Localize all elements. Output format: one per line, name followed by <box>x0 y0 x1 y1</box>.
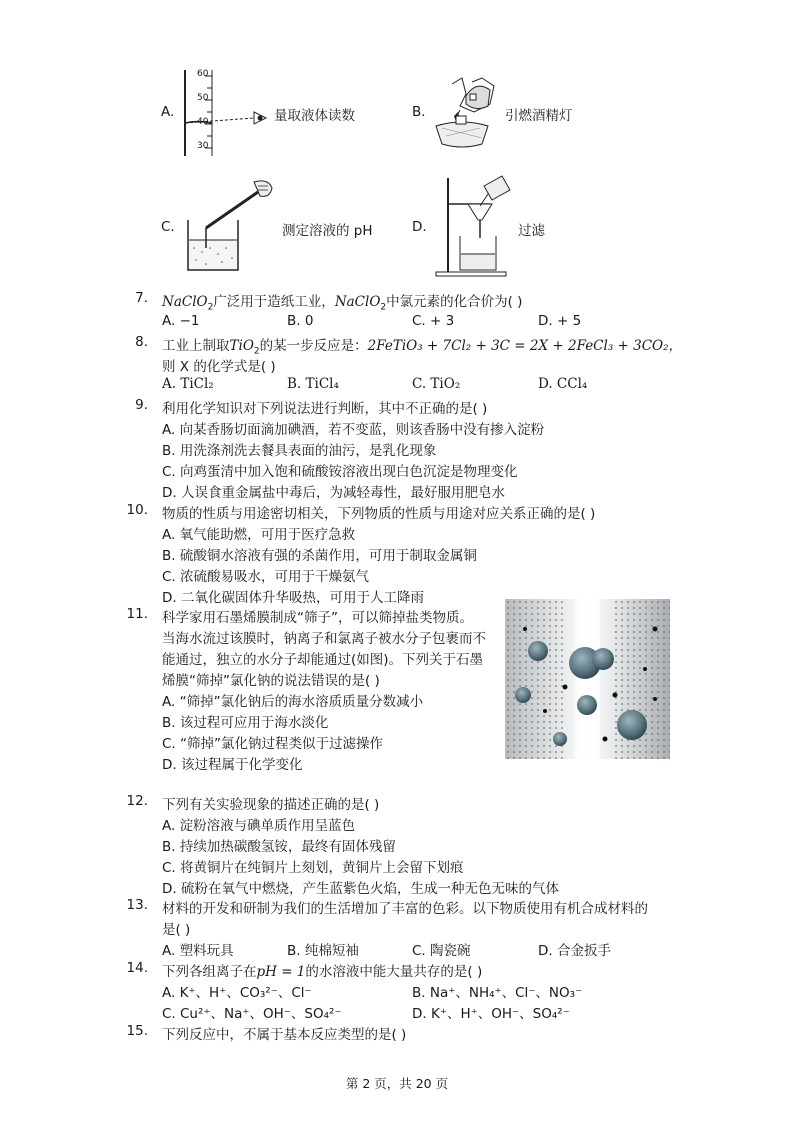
figure-b-caption: 引燃酒精灯 <box>505 108 573 124</box>
q11-option-a[interactable]: A. “筛掉”氯化钠后的海水溶质质量分数减小 <box>162 694 424 710</box>
figure-b-alcohol-lamps <box>432 72 502 150</box>
q7-option-a[interactable]: A. −1 <box>162 313 200 329</box>
q7-formula-1: NaClO <box>162 294 208 310</box>
figure-d-filtration-setup <box>432 174 516 278</box>
q9-option-c[interactable]: C. 向鸡蛋清中加入饱和硫酸铵溶液出现白色沉淀是物理变化 <box>162 464 518 480</box>
q15-stem: 下列反应中，不属于基本反应类型的是( ) <box>162 1027 407 1043</box>
figure-c-letter: C. <box>161 219 175 235</box>
q9-option-a[interactable]: A. 向某香肠切面滴加碘酒，若不变蓝，则该香肠中没有掺入淀粉 <box>162 422 545 438</box>
q11-option-c[interactable]: C. “筛掉”氯化钠过程类似于过滤操作 <box>162 736 383 752</box>
figure-a-tick-50: 50 <box>197 93 209 103</box>
q8-text-1: 工业上制取 <box>162 338 230 354</box>
q8-formula-1: TiO <box>229 338 254 354</box>
q11-stem-line-2: 当海水流过该膜时，钠离子和氯离子被水分子包裹而不 <box>162 631 486 647</box>
q9-option-d[interactable]: D. 人误食重金属盐中毒后，为减轻毒性，最好服用肥皂水 <box>162 485 505 501</box>
q11-stem-line-1: 科学家用石墨烯膜制成“筛子”，可以筛掉盐类物质。 <box>162 610 473 626</box>
q10-option-a[interactable]: A. 氧气能助燃，可用于医疗急救 <box>162 527 356 543</box>
q13-option-b[interactable]: B. 纯棉短袖 <box>287 943 359 959</box>
q12-option-a[interactable]: A. 淀粉溶液与碘单质作用呈蓝色 <box>162 818 356 834</box>
q8-number: 8. <box>135 334 148 350</box>
q14-option-b[interactable]: B. Na⁺、NH₄⁺、Cl⁻、NO₃⁻ <box>412 985 583 1001</box>
q8-option-b[interactable]: B. TiCl₄ <box>287 376 339 392</box>
q9-option-b[interactable]: B. 用洗涤剂洗去餐具表面的油污，是乳化现象 <box>162 443 437 459</box>
q7-formula-2: NaClO <box>334 294 381 310</box>
q13-option-c[interactable]: C. 陶瓷碗 <box>412 943 471 959</box>
q7-stem <box>162 290 523 313</box>
figure-a-letter: A. <box>161 104 175 120</box>
q8-stem <box>162 334 683 357</box>
q13-number: 13. <box>126 897 148 913</box>
figure-a-cylinder <box>180 68 275 158</box>
q7-sub-1: 2 <box>207 302 214 313</box>
q13-option-a[interactable]: A. 塑料玩具 <box>162 943 234 959</box>
figure-a-tick-40: 40 <box>197 117 209 127</box>
q13-stem-line-2: 是( ) <box>162 922 191 938</box>
q8-option-a[interactable]: A. TiCl₂ <box>162 376 214 392</box>
page-footer: 第 2 页，共 20 页 <box>345 1076 449 1091</box>
q8-equation: 2FeTiO₃ + 7Cl₂ + 3C = 2X + 2FeCl₃ + 3CO₂， <box>367 338 683 354</box>
q14-stem <box>162 960 482 980</box>
q8-option-d[interactable]: D. CCl₄ <box>538 376 588 392</box>
q13-option-d[interactable]: D. 合金扳手 <box>538 943 611 959</box>
q11-option-b[interactable]: B. 该过程可应用于海水淡化 <box>162 715 329 731</box>
q12-number: 12. <box>126 793 148 809</box>
figure-b-letter: B. <box>412 104 426 120</box>
q8-text-2: 的某一步反应是： <box>259 338 368 354</box>
q15-number: 15. <box>126 1023 148 1039</box>
q7-option-c[interactable]: C. + 3 <box>412 313 455 329</box>
q7-number: 7. <box>135 290 148 306</box>
figure-a-tick-30: 30 <box>197 141 209 151</box>
figure-c-caption: 测定溶液的 pH <box>282 223 373 239</box>
q10-option-c[interactable]: C. 浓硫酸易吸水，可用于干燥氨气 <box>162 569 370 585</box>
q7-text-2: 中氯元素的化合价为( ) <box>386 294 523 310</box>
q12-option-d[interactable]: D. 硫粉在氧气中燃烧，产生蓝紫色火焰，生成一种无色无味的气体 <box>162 881 559 897</box>
q10-number: 10. <box>126 502 148 518</box>
figure-c-beaker-ph <box>184 178 279 273</box>
q10-option-b[interactable]: B. 硫酸铜水溶液有强的杀菌作用，可用于制取金属铜 <box>162 548 477 564</box>
q8-sub-1: 2 <box>253 346 260 357</box>
q8-line-2: 则 X 的化学式是( ) <box>162 359 276 375</box>
q13-stem: 材料的开发和研制为我们的生活增加了丰富的色彩。以下物质使用有机合成材料的 <box>162 901 648 917</box>
q9-number: 9. <box>135 397 148 413</box>
q11-number: 11. <box>126 606 148 622</box>
q10-stem: 物质的性质与用途密切相关，下列物质的性质与用途对应关系正确的是( ) <box>162 506 596 522</box>
q11-stem-line-3: 能通过，独立的水分子却能通过(如图)。下列关于石墨 <box>162 652 484 668</box>
q9-stem: 利用化学知识对下列说法进行判断，其中不正确的是( ) <box>162 401 488 417</box>
q14-number: 14. <box>126 960 148 976</box>
q11-option-d[interactable]: D. 该过程属于化学变化 <box>162 757 303 773</box>
q7-option-d[interactable]: D. + 5 <box>538 313 582 329</box>
q7-text-1: 广泛用于造纸工业， <box>213 294 335 310</box>
q14-option-a[interactable]: A. K⁺、H⁺、CO₃²⁻、Cl⁻ <box>162 985 312 1001</box>
graphene-membrane-image <box>505 599 670 759</box>
q12-stem: 下列有关实验现象的描述正确的是( ) <box>162 797 380 813</box>
q12-option-b[interactable]: B. 持续加热碳酸氢铵，最终有固体残留 <box>162 839 396 855</box>
q14-formula: pH = 1 <box>256 964 306 980</box>
q8-option-c[interactable]: C. TiO₂ <box>412 376 461 392</box>
figure-d-letter: D. <box>412 219 427 235</box>
q7-option-b[interactable]: B. 0 <box>287 313 314 329</box>
figure-a-caption: 量取液体读数 <box>274 108 355 124</box>
q11-stem-line-4: 烯膜“筛掉”氯化钠的说法错误的是( ) <box>162 673 380 689</box>
q14-option-c[interactable]: C. Cu²⁺、Na⁺、OH⁻、SO₄²⁻ <box>162 1006 342 1022</box>
q14-text-2: 的水溶液中能大量共存的是( ) <box>305 964 483 980</box>
figure-a-tick-60: 60 <box>197 69 209 79</box>
q14-option-d[interactable]: D. K⁺、H⁺、OH⁻、SO₄²⁻ <box>412 1006 570 1022</box>
q7-sub-2: 2 <box>380 302 387 313</box>
q14-text-1: 下列各组离子在 <box>162 964 257 980</box>
q12-option-c[interactable]: C. 将黄铜片在纯铜片上刻划，黄铜片上会留下划痕 <box>162 860 464 876</box>
figure-d-caption: 过滤 <box>518 223 545 239</box>
q10-option-d[interactable]: D. 二氧化碳固体升华吸热，可用于人工降雨 <box>162 590 424 606</box>
